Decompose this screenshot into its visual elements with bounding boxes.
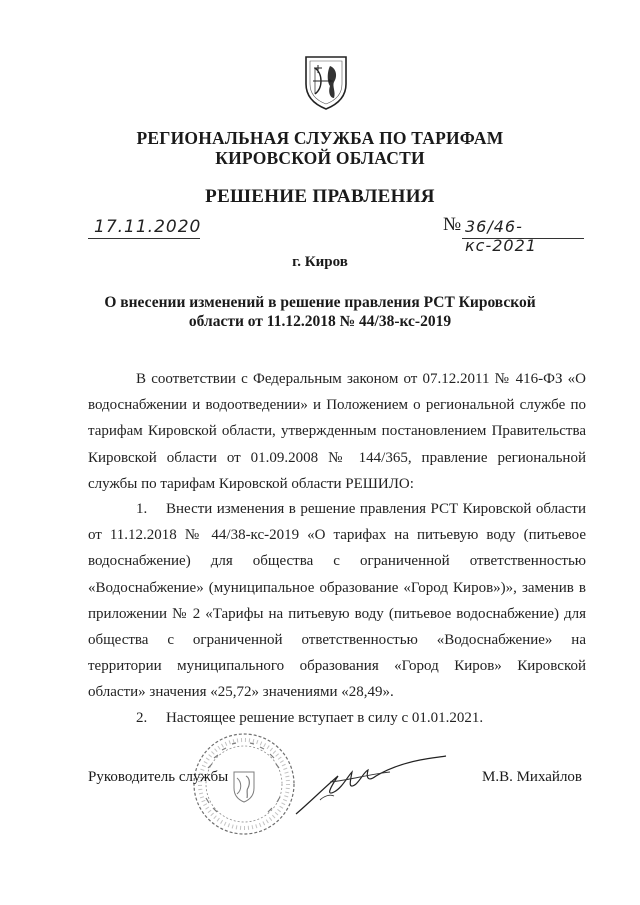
handwritten-date: 17.11.2020 [94,217,202,237]
document-subject [0,293,640,331]
item-number: 2. [136,710,148,726]
organization-name-line2: КИРОВСКОЙ ОБЛАСТИ [215,148,425,168]
subject-line2: области от 11.12.2018 № 44/38-кс-2019 [188,313,452,330]
city-label: г. Киров [292,254,348,270]
handwritten-number: 36/46-кс-2021 [465,217,537,255]
decision-item-2 [88,705,586,731]
item-number: 1. [136,501,148,517]
document-title: РЕШЕНИЕ ПРАВЛЕНИЯ [205,186,435,207]
number-sign: № [443,214,462,235]
signatory-name: М.В. Михайлов [482,769,583,785]
number-field [462,216,584,255]
signatory-position: Руководитель службы [88,769,229,785]
item-text: Внести изменения в решение правления РСТ Кировской области от 11.12.2018 № 44/38-кс-2019 «О тарифах на питьевую воду (питьевое водоснабжение) для общества с ограниченной ответственностью «Водоснабжение» (муниципальное образование «Город Киров»)», заменив в приложении № 2 «Тарифы на питьевую воду (питьевое водоснабжение) для общества с ограниченной ответственностью «Водоснабжение» на территории муниципального образования «Город Киров» Кировской области» значения «25,72» значениями «28,49». [88,501,586,701]
coat-of-arms-icon [303,54,349,110]
handwritten-signature-icon [290,752,450,824]
item-text: Настоящее решение вступает в силу с 01.01.2021. [166,710,484,726]
date-field [88,216,200,239]
subject-line1: О внесении изменений в решение правления РСТ Кировской [104,294,536,311]
intro-paragraph: В соответствии с Федеральным законом от 07.12.2011 № 416-ФЗ «О водоснабжении и водоотведении» и Положением о региональной службе по тарифам Кировской области, утвержденным постановлением Правительства Кировской области от 01.09.2008 № 144/365, правление региональной службы по тарифам Кировской области РЕШИЛО: [88,371,586,492]
organization-name-line1: РЕГИОНАЛЬНАЯ СЛУЖБА ПО ТАРИФАМ [136,128,504,148]
decision-item-1 [88,496,586,706]
